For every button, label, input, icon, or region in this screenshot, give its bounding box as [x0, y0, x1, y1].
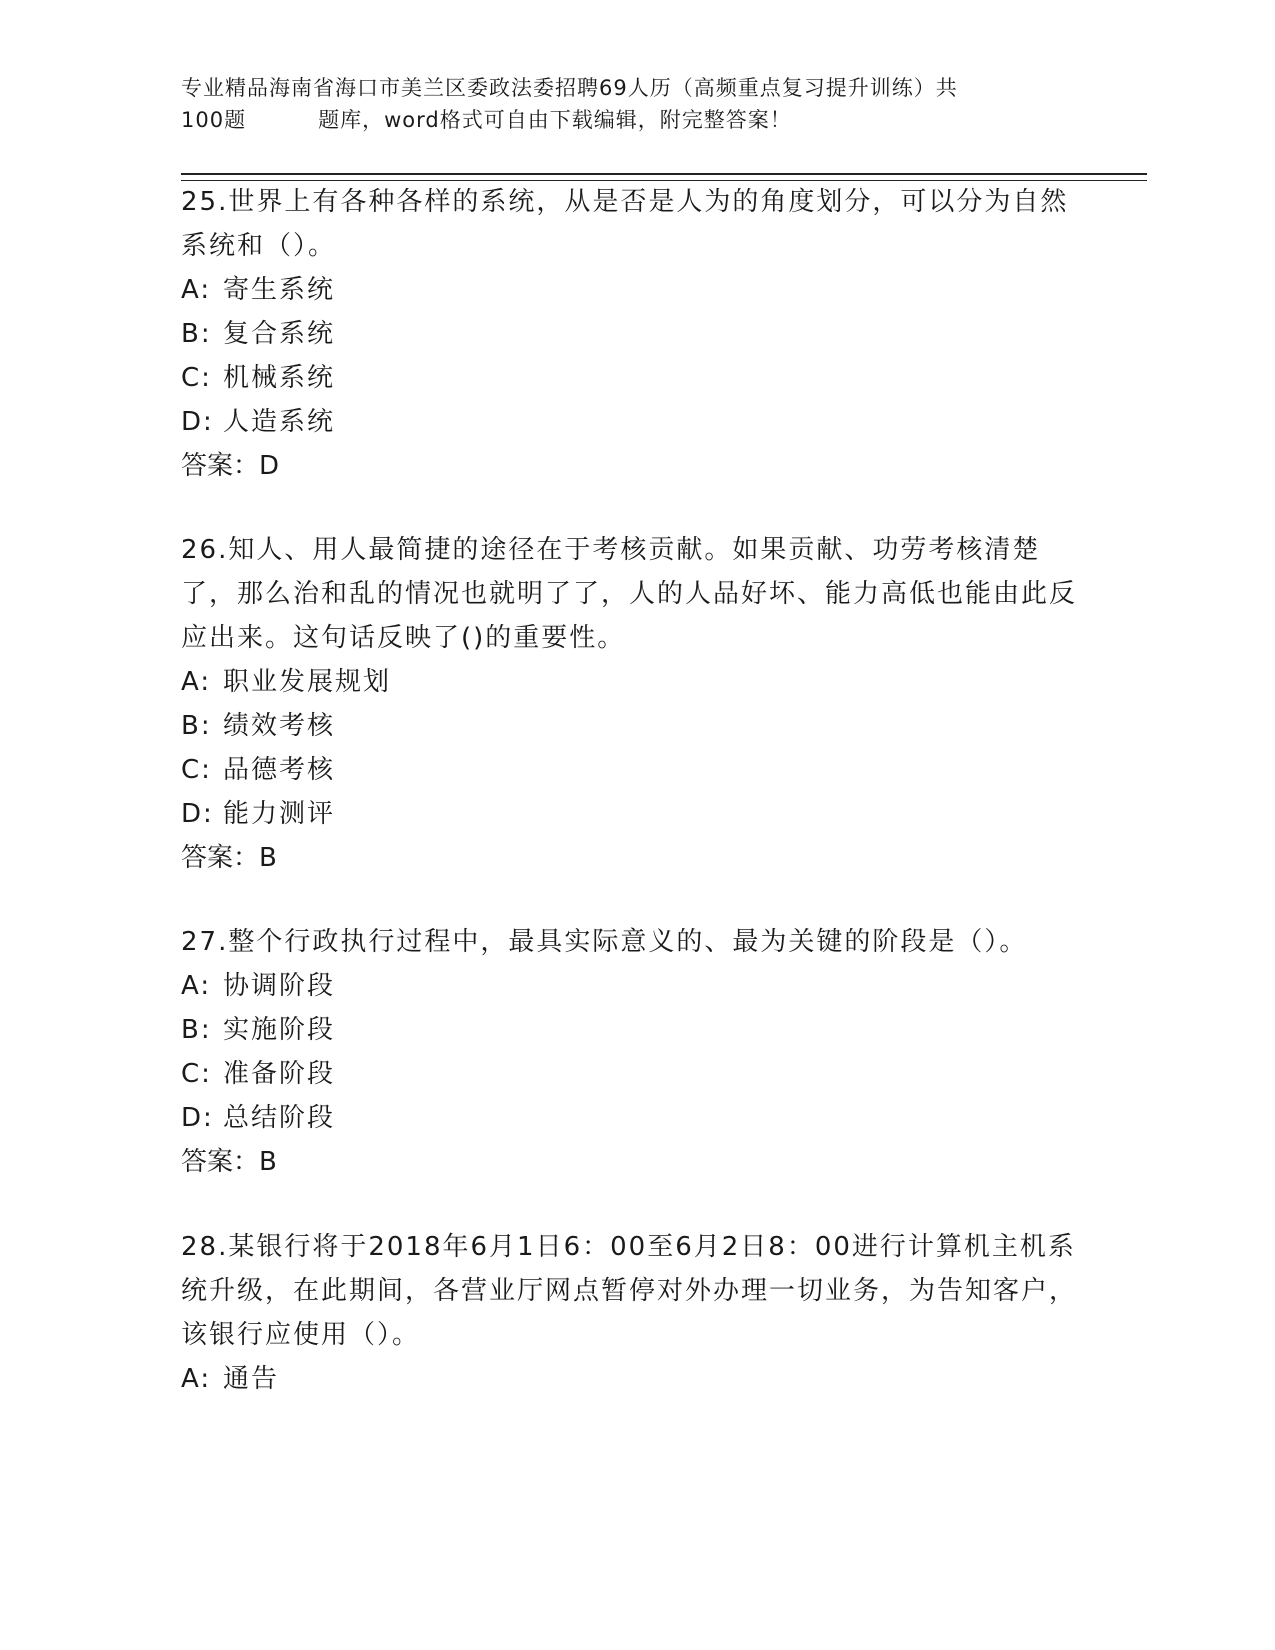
header-line-2: [181, 104, 1081, 136]
answer: 答案：D: [181, 451, 280, 481]
option-b: B: 绩效考核: [181, 711, 336, 741]
header-description: 题库，word格式可自由下载编辑，附完整答案！: [318, 108, 792, 132]
option-c: C: 机械系统: [181, 363, 336, 393]
option-b: B: 复合系统: [181, 319, 336, 349]
option-d: D: 总结阶段: [181, 1103, 336, 1133]
header-line-1: 专业精品海南省海口市美兰区委政法委招聘69人历（高频重点复习提升训练）共: [181, 76, 958, 100]
option-a: A: 协调阶段: [181, 971, 336, 1001]
question-stem: 26.知人、用人最简捷的途径在于考核贡献。如果贡献、功劳考核清楚了，那么治和乱的情况也就明了了，人的人品好坏、能力高低也能由此反应出来。这句话反映了()的重要性。: [181, 535, 1078, 653]
option-b: B: 实施阶段: [181, 1015, 336, 1045]
answer: 答案：B: [181, 843, 277, 873]
document-header: [181, 72, 1081, 136]
option-d: D: 能力测评: [181, 799, 336, 829]
question-26: [181, 528, 1081, 880]
question-25: [181, 180, 1081, 488]
option-c: C: 准备阶段: [181, 1059, 336, 1089]
question-28: [181, 1225, 1081, 1401]
option-a: A: 职业发展规划: [181, 667, 392, 697]
option-c: C: 品德考核: [181, 755, 336, 785]
option-d: D: 人造系统: [181, 407, 336, 437]
option-a: A: 通告: [181, 1364, 280, 1394]
header-divider-thick: [181, 173, 1147, 175]
option-a: A: 寄生系统: [181, 275, 336, 305]
question-stem: 28.某银行将于2018年6月1日6：00至6月2日8：00进行计算机主机系统升级，在此期间，各营业厅网点暂停对外办理一切业务，为告知客户，该银行应使用（）。: [181, 1232, 1078, 1350]
header-question-count: 100题: [181, 108, 247, 132]
question-27: [181, 920, 1081, 1184]
answer: 答案：B: [181, 1147, 277, 1177]
question-stem: 25.世界上有各种各样的系统，从是否是人为的角度划分，可以分为自然系统和（）。: [181, 187, 1069, 261]
question-stem: 27.整个行政执行过程中，最具实际意义的、最为关键的阶段是（）。: [181, 927, 1028, 957]
